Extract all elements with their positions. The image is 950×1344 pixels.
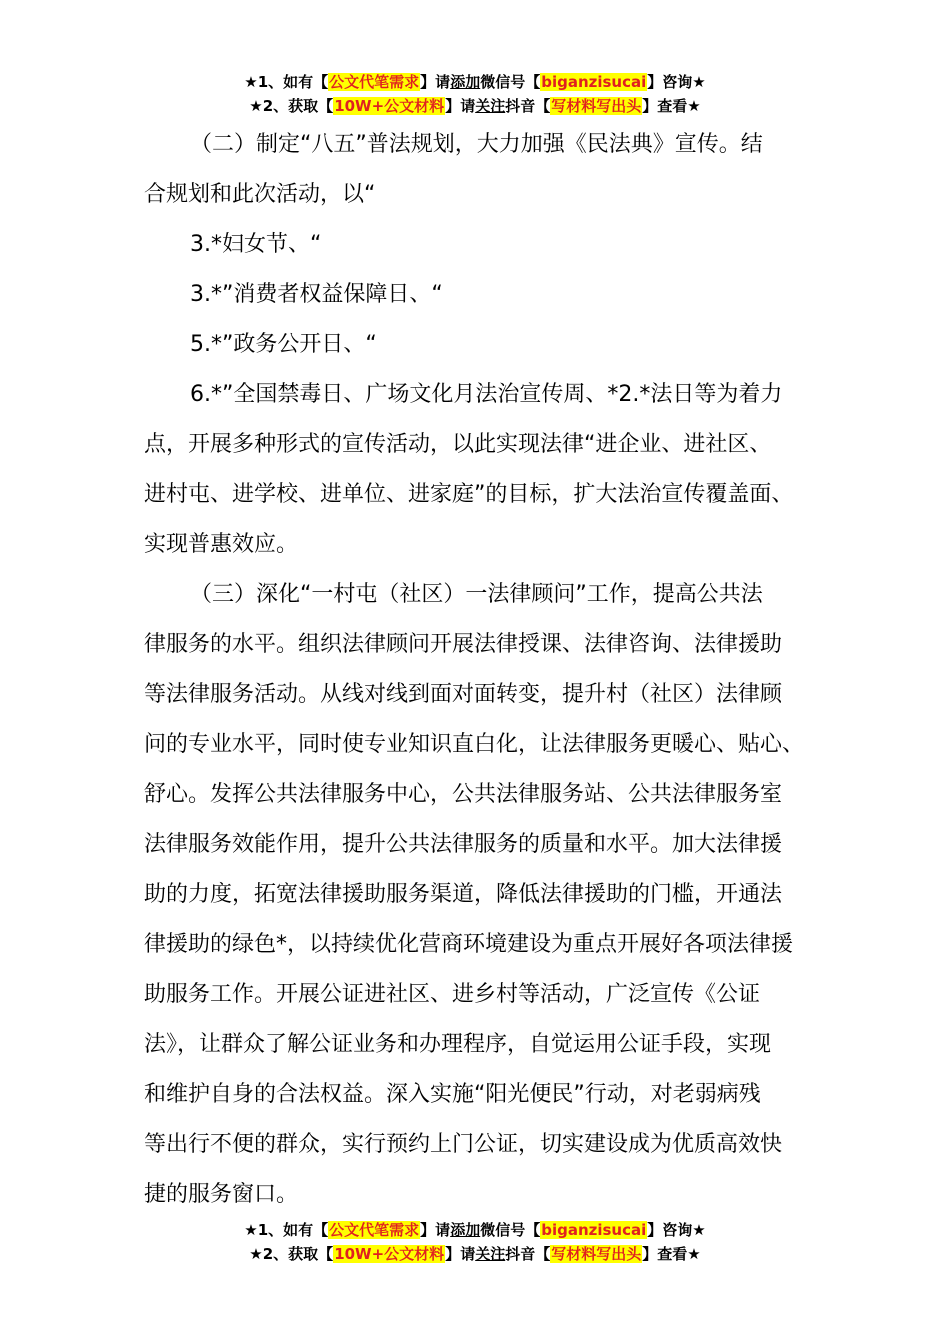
banner-underlined: 关注 bbox=[475, 1245, 506, 1263]
body-line: （二）制定“八五”普法规划，大力加强《民法典》宣传。结 bbox=[190, 132, 763, 157]
banner-text: ★2、获取【 bbox=[249, 1245, 334, 1263]
body-line: 律援助的绿色*，以持续优化营商环境建设为重点开展好各项法律援 bbox=[144, 932, 794, 957]
body-line: 6.*”全国禁毒日、广场文化月法治宣传周、*2.*法日等为着力 bbox=[190, 382, 783, 407]
banner-highlight: 10W+公文材料 bbox=[334, 1245, 445, 1263]
banner-highlight: 公文代笔需求 bbox=[329, 73, 420, 91]
banner-text: 抖音【 bbox=[505, 1245, 551, 1263]
body-line: 舒心。发挥公共法律服务中心，公共法律服务站、公共法律服务室 bbox=[144, 782, 783, 807]
banner-text: ★1、如有【 bbox=[244, 1221, 329, 1239]
banner-text: ★1、如有【 bbox=[244, 73, 329, 91]
banner-text: 】请 bbox=[445, 1245, 476, 1263]
body-line: 和维护自身的合法权益。深入实施“阳光便民”行动，对老弱病残 bbox=[144, 1082, 761, 1107]
body-line: 合规划和此次活动，以“ bbox=[144, 182, 376, 207]
footer-banner bbox=[0, 1218, 950, 1266]
body-line: 3.*”消费者权益保障日、“ bbox=[190, 282, 443, 307]
banner-highlight: 10W+公文材料 bbox=[334, 97, 445, 115]
body-line: 进村屯、进学校、进单位、进家庭”的目标，扩大法治宣传覆盖面、 bbox=[144, 482, 794, 507]
banner-line-2 bbox=[0, 94, 950, 118]
body-line: 律服务的水平。组织法律顾问开展法律授课、法律咨询、法律援助 bbox=[144, 632, 783, 657]
body-line: （三）深化“一村屯（社区）一法律顾问”工作，提高公共法 bbox=[190, 582, 763, 607]
banner-text: 微信号【 bbox=[480, 73, 541, 91]
body-line: 助服务工作。开展公证进社区、进乡村等活动，广泛宣传《公证 bbox=[144, 982, 761, 1007]
banner-text: 】查看★ bbox=[642, 97, 701, 115]
document-body bbox=[144, 120, 820, 1220]
body-line: 问的专业水平，同时使专业知识直白化，让法律服务更暖心、贴心、 bbox=[144, 732, 805, 757]
banner-text: 抖音【 bbox=[505, 97, 551, 115]
banner-highlight: 公文代笔需求 bbox=[329, 1221, 420, 1239]
banner-line-2 bbox=[0, 1242, 950, 1266]
banner-text: 微信号【 bbox=[480, 1221, 541, 1239]
body-line: 捷的服务窗口。 bbox=[144, 1182, 299, 1207]
banner-underlined: 添加 bbox=[450, 1221, 481, 1239]
banner-line-1 bbox=[0, 1218, 950, 1242]
body-line: 点，开展多种形式的宣传活动，以此实现法律“进企业、进社区、 bbox=[144, 432, 772, 457]
banner-highlight-wechat: biganzisucai bbox=[541, 1221, 647, 1239]
body-line: 等出行不便的群众，实行预约上门公证，切实建设成为优质高效快 bbox=[144, 1132, 783, 1157]
body-line: 等法律服务活动。从线对线到面对面转变，提升村（社区）法律顾 bbox=[144, 682, 783, 707]
body-line: 3.*妇女节、“ bbox=[190, 232, 322, 257]
body-line: 法律服务效能作用，提升公共法律服务的质量和水平。加大法律援 bbox=[144, 832, 783, 857]
banner-underlined: 添加 bbox=[450, 73, 481, 91]
body-line: 法》，让群众了解公证业务和办理程序，自觉运用公证手段，实现 bbox=[144, 1032, 772, 1057]
body-line: 助的力度，拓宽法律援助服务渠道，降低法律援助的门槛，开通法 bbox=[144, 882, 783, 907]
banner-highlight-douyin: 写材料写出头 bbox=[551, 1245, 642, 1263]
banner-text: 】咨询★ bbox=[647, 73, 706, 91]
body-line: 实现普惠效应。 bbox=[144, 532, 299, 557]
banner-line-1 bbox=[0, 70, 950, 94]
banner-text: ★2、获取【 bbox=[249, 97, 334, 115]
banner-highlight-wechat: biganzisucai bbox=[541, 73, 647, 91]
banner-text: 】查看★ bbox=[642, 1245, 701, 1263]
body-line: 5.*”政务公开日、“ bbox=[190, 332, 377, 357]
banner-text: 】请 bbox=[420, 1221, 451, 1239]
header-banner bbox=[0, 70, 950, 118]
banner-underlined: 关注 bbox=[475, 97, 506, 115]
banner-highlight-douyin: 写材料写出头 bbox=[551, 97, 642, 115]
banner-text: 】咨询★ bbox=[647, 1221, 706, 1239]
banner-text: 】请 bbox=[445, 97, 476, 115]
banner-text: 】请 bbox=[420, 73, 451, 91]
